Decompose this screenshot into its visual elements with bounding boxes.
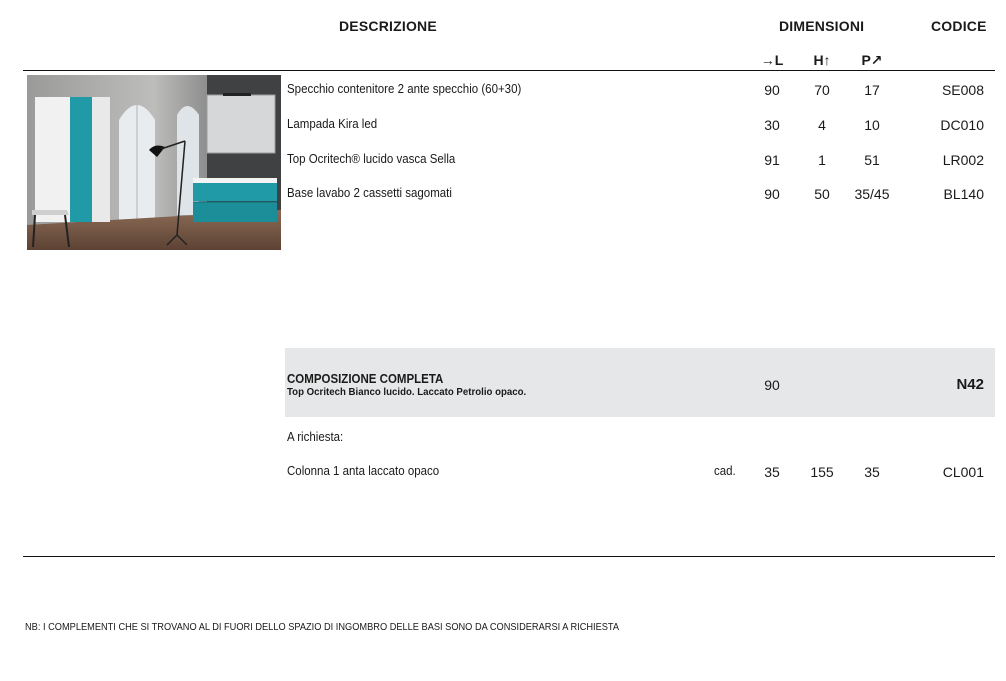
product-photo (27, 75, 281, 250)
on-request-l: 35 (764, 464, 780, 480)
on-request-h: 155 (810, 464, 834, 480)
item-code: LR002 (942, 152, 984, 168)
header-descrizione: DESCRIZIONE (339, 18, 437, 34)
on-request-label: A richiesta: (287, 430, 344, 444)
header-dim-l: →L (760, 52, 784, 68)
header-dim-h: H↑ (813, 52, 831, 68)
item-code: SE008 (941, 82, 984, 98)
on-request-p: 35 (864, 464, 880, 480)
header-codice: CODICE (931, 18, 987, 34)
composition-subtitle: Top Ocritech Bianco lucido. Laccato Petrolio opaco. (287, 386, 527, 398)
item-h: 4 (818, 117, 826, 133)
item-p: 51 (864, 152, 880, 168)
header-dimensioni: DIMENSIONI (779, 18, 865, 34)
item-p: 10 (864, 117, 880, 133)
item-l: 90 (764, 186, 780, 202)
item-l: 90 (764, 82, 780, 98)
item-code: BL140 (943, 186, 984, 202)
item-l: 91 (764, 152, 780, 168)
composition-title: COMPOSIZIONE COMPLETA (287, 372, 444, 386)
header-rule (23, 70, 995, 71)
item-h: 50 (814, 186, 830, 202)
item-h: 1 (818, 152, 826, 168)
footnote: NB: I COMPLEMENTI CHE SI TROVANO AL DI FUORI DELLO SPAZIO DI INGOMBRO DELLE BASI SONO DA CONSIDERARSI A RICHIESTA (25, 621, 620, 633)
composition-code: N42 (956, 376, 984, 393)
on-request-code: CL001 (942, 464, 984, 480)
item-l: 30 (764, 117, 780, 133)
composition-l: 90 (764, 377, 780, 393)
item-description: Lampada Kira led (287, 117, 378, 131)
item-p: 35/45 (854, 186, 890, 202)
header-dim-p: P↗ (861, 52, 883, 68)
item-description: Specchio contenitore 2 ante specchio (60+30) (287, 82, 522, 96)
on-request-description: Colonna 1 anta laccato opaco (287, 464, 440, 478)
item-h: 70 (814, 82, 830, 98)
item-description: Base lavabo 2 cassetti sagomati (287, 186, 452, 200)
item-description: Top Ocritech® lucido vasca Sella (287, 152, 456, 166)
item-p: 17 (864, 82, 880, 98)
footer-rule (23, 556, 995, 557)
on-request-unit: cad. (714, 464, 736, 478)
item-code: DC010 (940, 117, 984, 133)
